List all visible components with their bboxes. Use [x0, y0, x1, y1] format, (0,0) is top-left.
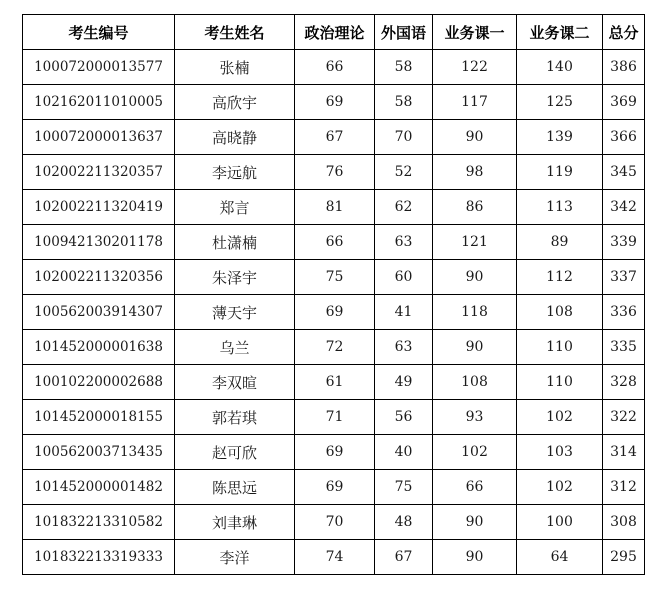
cell-course-two: 119: [517, 155, 603, 190]
cell-politics: 66: [295, 225, 375, 260]
cell-politics: 67: [295, 120, 375, 155]
table-row: [23, 295, 645, 330]
score-table: [22, 14, 645, 575]
cell-candidate-id: 101452000001638: [23, 330, 175, 365]
cell-politics: 71: [295, 400, 375, 435]
cell-candidate-id: 101452000001482: [23, 470, 175, 505]
cell-course-one: 90: [433, 505, 517, 540]
cell-candidate-name: 刘聿琳: [175, 505, 295, 540]
table-row: [23, 190, 645, 225]
cell-course-one: 108: [433, 365, 517, 400]
table-row: [23, 400, 645, 435]
table-header-row: [23, 15, 645, 50]
cell-foreign-language: 56: [375, 400, 433, 435]
header-foreign-language: 外国语: [375, 15, 433, 50]
cell-course-one: 90: [433, 330, 517, 365]
cell-course-one: 121: [433, 225, 517, 260]
cell-course-two: 125: [517, 85, 603, 120]
cell-course-two: 113: [517, 190, 603, 225]
cell-course-two: 102: [517, 400, 603, 435]
table-row: [23, 50, 645, 85]
cell-course-two: 110: [517, 365, 603, 400]
table-row: [23, 435, 645, 470]
cell-politics: 69: [295, 295, 375, 330]
cell-candidate-name: 郑言: [175, 190, 295, 225]
cell-course-two: 139: [517, 120, 603, 155]
cell-candidate-id: 100562003713435: [23, 435, 175, 470]
cell-candidate-id: 100072000013637: [23, 120, 175, 155]
cell-course-one: 90: [433, 540, 517, 575]
cell-foreign-language: 63: [375, 330, 433, 365]
table-row: [23, 155, 645, 190]
cell-total: 386: [603, 50, 645, 85]
cell-foreign-language: 62: [375, 190, 433, 225]
header-total: 总分: [603, 15, 645, 50]
cell-foreign-language: 58: [375, 50, 433, 85]
cell-politics: 69: [295, 470, 375, 505]
cell-candidate-id: 101832213310582: [23, 505, 175, 540]
cell-candidate-id: 100562003914307: [23, 295, 175, 330]
cell-foreign-language: 58: [375, 85, 433, 120]
cell-course-two: 64: [517, 540, 603, 575]
cell-candidate-name: 李远航: [175, 155, 295, 190]
cell-course-one: 118: [433, 295, 517, 330]
cell-total: 308: [603, 505, 645, 540]
cell-course-one: 122: [433, 50, 517, 85]
table-row: [23, 260, 645, 295]
cell-politics: 70: [295, 505, 375, 540]
cell-course-two: 108: [517, 295, 603, 330]
cell-politics: 74: [295, 540, 375, 575]
cell-candidate-name: 李双暄: [175, 365, 295, 400]
table-row: [23, 470, 645, 505]
cell-politics: 81: [295, 190, 375, 225]
cell-course-one: 90: [433, 120, 517, 155]
cell-candidate-id: 102002211320357: [23, 155, 175, 190]
cell-course-one: 102: [433, 435, 517, 470]
cell-foreign-language: 63: [375, 225, 433, 260]
cell-politics: 76: [295, 155, 375, 190]
cell-foreign-language: 70: [375, 120, 433, 155]
cell-total: 314: [603, 435, 645, 470]
cell-candidate-id: 100102200002688: [23, 365, 175, 400]
cell-candidate-id: 100072000013577: [23, 50, 175, 85]
cell-foreign-language: 52: [375, 155, 433, 190]
cell-course-two: 112: [517, 260, 603, 295]
table-row: [23, 225, 645, 260]
cell-total: 335: [603, 330, 645, 365]
cell-course-one: 93: [433, 400, 517, 435]
cell-politics: 66: [295, 50, 375, 85]
cell-total: 322: [603, 400, 645, 435]
cell-foreign-language: 67: [375, 540, 433, 575]
cell-course-two: 110: [517, 330, 603, 365]
table-row: [23, 540, 645, 575]
header-politics: 政治理论: [295, 15, 375, 50]
cell-total: 369: [603, 85, 645, 120]
cell-total: 337: [603, 260, 645, 295]
cell-course-one: 117: [433, 85, 517, 120]
table-row: [23, 365, 645, 400]
header-candidate-id: 考生编号: [23, 15, 175, 50]
cell-candidate-name: 李洋: [175, 540, 295, 575]
cell-course-two: 103: [517, 435, 603, 470]
cell-total: 339: [603, 225, 645, 260]
cell-total: 295: [603, 540, 645, 575]
cell-candidate-id: 102162011010005: [23, 85, 175, 120]
cell-total: 342: [603, 190, 645, 225]
header-course-one: 业务课一: [433, 15, 517, 50]
cell-candidate-name: 朱泽宇: [175, 260, 295, 295]
cell-politics: 72: [295, 330, 375, 365]
cell-total: 312: [603, 470, 645, 505]
cell-candidate-name: 赵可欣: [175, 435, 295, 470]
cell-candidate-name: 乌兰: [175, 330, 295, 365]
cell-candidate-id: 102002211320356: [23, 260, 175, 295]
cell-course-one: 86: [433, 190, 517, 225]
table-row: [23, 330, 645, 365]
cell-foreign-language: 49: [375, 365, 433, 400]
cell-course-one: 98: [433, 155, 517, 190]
cell-politics: 69: [295, 85, 375, 120]
cell-foreign-language: 75: [375, 470, 433, 505]
cell-total: 345: [603, 155, 645, 190]
cell-candidate-id: 100942130201178: [23, 225, 175, 260]
cell-candidate-name: 高欣宇: [175, 85, 295, 120]
cell-total: 336: [603, 295, 645, 330]
cell-course-one: 66: [433, 470, 517, 505]
cell-course-two: 102: [517, 470, 603, 505]
header-course-two: 业务课二: [517, 15, 603, 50]
table-body: [23, 50, 645, 575]
cell-course-two: 89: [517, 225, 603, 260]
table-row: [23, 505, 645, 540]
cell-candidate-name: 杜潇楠: [175, 225, 295, 260]
cell-candidate-name: 张楠: [175, 50, 295, 85]
cell-candidate-id: 101452000018155: [23, 400, 175, 435]
cell-foreign-language: 40: [375, 435, 433, 470]
cell-candidate-id: 102002211320419: [23, 190, 175, 225]
cell-foreign-language: 48: [375, 505, 433, 540]
cell-candidate-id: 101832213319333: [23, 540, 175, 575]
cell-candidate-name: 陈思远: [175, 470, 295, 505]
cell-total: 328: [603, 365, 645, 400]
cell-candidate-name: 高晓静: [175, 120, 295, 155]
header-candidate-name: 考生姓名: [175, 15, 295, 50]
cell-candidate-name: 薄天宇: [175, 295, 295, 330]
cell-total: 366: [603, 120, 645, 155]
cell-politics: 61: [295, 365, 375, 400]
cell-foreign-language: 41: [375, 295, 433, 330]
cell-course-two: 100: [517, 505, 603, 540]
cell-candidate-name: 郭若琪: [175, 400, 295, 435]
cell-politics: 69: [295, 435, 375, 470]
cell-foreign-language: 60: [375, 260, 433, 295]
cell-politics: 75: [295, 260, 375, 295]
cell-course-two: 140: [517, 50, 603, 85]
table-row: [23, 120, 645, 155]
cell-course-one: 90: [433, 260, 517, 295]
table-row: [23, 85, 645, 120]
